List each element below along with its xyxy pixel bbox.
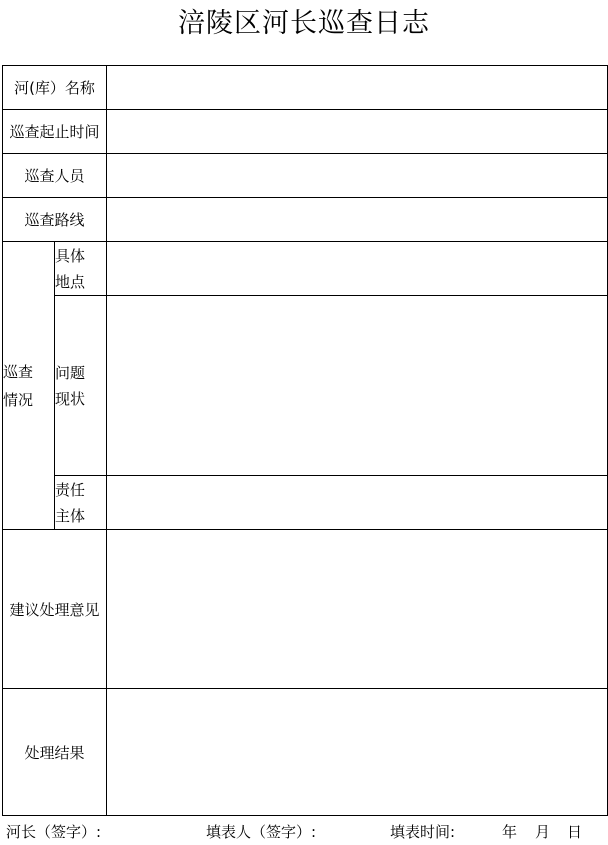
month-label: 月 <box>535 823 551 841</box>
patrol-route-label: 巡查路线 <box>3 198 107 242</box>
row-responsible <box>3 476 608 530</box>
river-name-label: 河(库）名称 <box>3 66 107 110</box>
problem-label <box>55 296 107 476</box>
patrol-situation-label <box>3 242 55 530</box>
page-title: 涪陵区河长巡查日志 <box>178 8 430 39</box>
problem-field[interactable] <box>107 296 608 476</box>
patrol-route-field[interactable] <box>107 198 608 242</box>
result-label: 处理结果 <box>3 689 107 816</box>
row-problem <box>3 296 608 476</box>
responsible-label-line1: 责任 <box>55 480 86 499</box>
row-suggestion <box>3 530 608 689</box>
row-result <box>3 689 608 816</box>
patrol-time-label: 巡查起止时间 <box>3 110 107 154</box>
fill-time-label: 填表时间: <box>390 823 456 841</box>
year-label: 年 <box>502 823 518 841</box>
patrol-staff-field[interactable] <box>107 154 608 198</box>
river-chief-signature-label: 河长（签字）: <box>6 823 102 841</box>
signature-footer <box>0 821 608 843</box>
patrol-situation-label-line1: 巡查 <box>3 362 34 381</box>
row-location <box>3 242 608 296</box>
responsible-field[interactable] <box>107 476 608 530</box>
patrol-situation-label-line2: 情况 <box>3 390 34 409</box>
row-patrol-time <box>3 110 608 154</box>
river-name-field[interactable] <box>107 66 608 110</box>
patrol-staff-label: 巡查人员 <box>3 154 107 198</box>
responsible-label <box>55 476 107 530</box>
location-label-line1: 具体 <box>55 246 86 265</box>
patrol-log-form <box>2 65 608 816</box>
suggestion-label: 建议处理意见 <box>3 530 107 689</box>
suggestion-field[interactable] <box>107 530 608 689</box>
location-label-line2: 地点 <box>55 272 86 291</box>
problem-label-line1: 问题 <box>55 363 86 382</box>
row-river-name <box>3 66 608 110</box>
location-label <box>55 242 107 296</box>
result-field[interactable] <box>107 689 608 816</box>
day-label: 日 <box>567 823 583 841</box>
responsible-label-line2: 主体 <box>55 506 86 525</box>
row-patrol-route <box>3 198 608 242</box>
row-patrol-staff <box>3 154 608 198</box>
filler-signature-label: 填表人（签字）: <box>206 823 317 841</box>
location-field[interactable] <box>107 242 608 296</box>
patrol-time-field[interactable] <box>107 110 608 154</box>
problem-label-line2: 现状 <box>55 389 86 408</box>
